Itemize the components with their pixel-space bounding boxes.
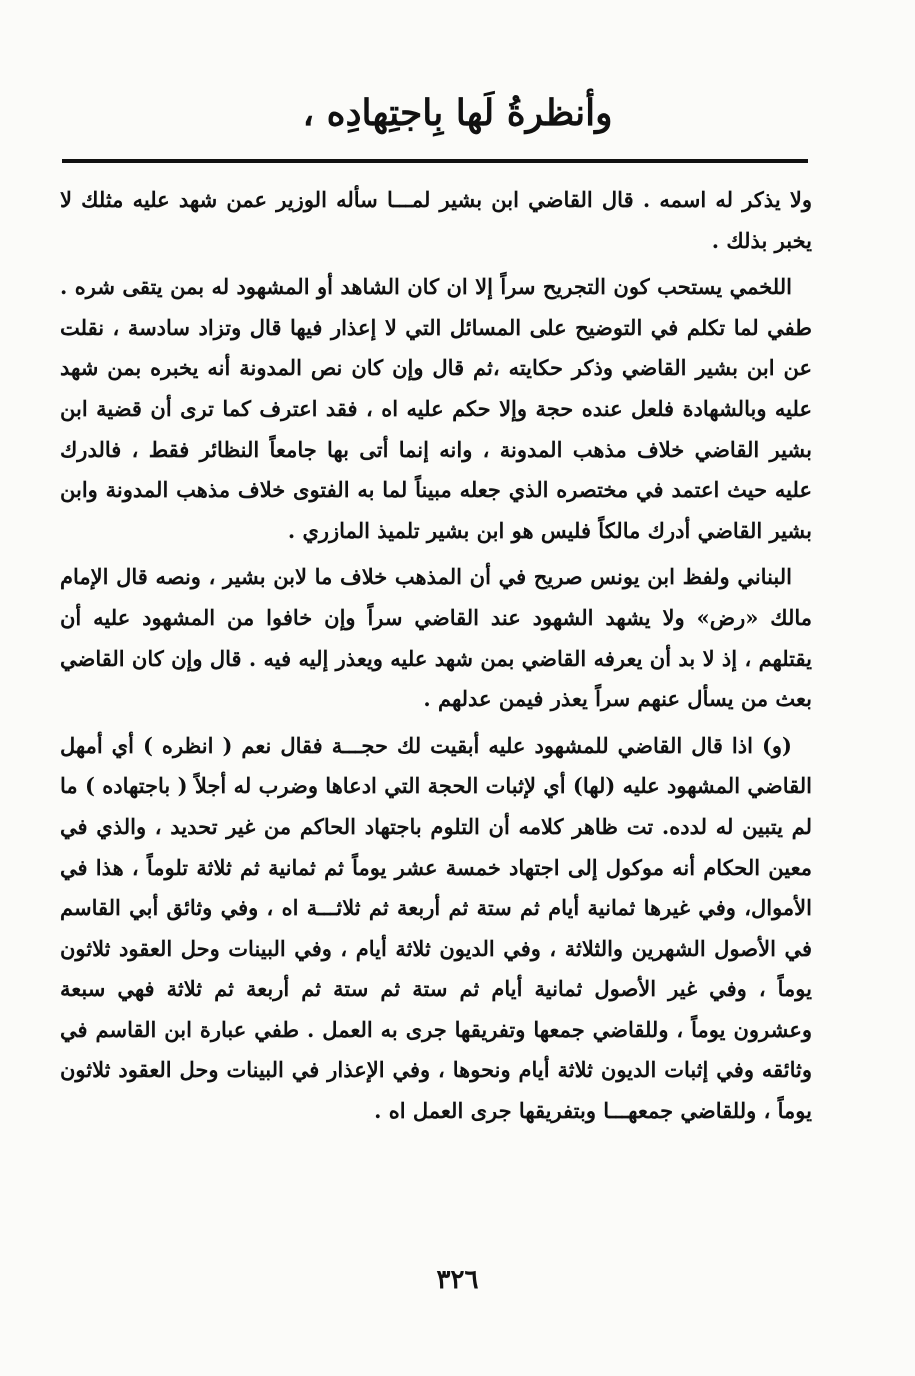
paragraph-2: اللخمي يستحب كون التجريح سراً إلا ان كان الشاهد أو المشهود له بمن يتقى شره . طفي لما تكلم في التوضيح على المسائل التي لا إعذار فيها قال وتزاد سادسة ، نقلت عن ابن بشير القاضي وذكر حكايته ،ثم قال وإن كان نص المدونة أنه يخبره بمن شهد عليه وبالشهادة فلعل عنده حجة وإلا حكم عليه اه ، فقد اعترف كما ترى أن قضية ابن بشير القاضي خلاف مذهب المدونة ، وانه إنما أتى بها جامعاً النظائر فقط ، فالدرك عليه حيث اعتمد في مختصره الذي جعله مبيناً لما به الفتوى خلاف مذهب المدونة وابن بشير القاضي أدرك مالكاً فليس هو ابن بشير تلميذ المازري . [60, 274, 812, 543]
paragraph-3: البناني ولفظ ابن يونس صريح في أن المذهب خلاف ما لابن بشير ، ونصه قال الإمام مالك «رض» ولا يشهد الشهود عند القاضي سراً وإن خافوا من المشهود عليه أن يقتلهم ، إذ لا بد أن يعرفه القاضي بمن شهد عليه ويعذر إليه فيه . قال وإن كان القاضي بعث من يسأل عنهم سراً يعذر فيمن عدلهم . [60, 564, 812, 712]
paragraph-4: (و) اذا قال القاضي للمشهود عليه أبقيت لك حجـــة فقال نعم ( انظره ) أي أمهل القاضي المشهود عليه (لها) أي لإثبات الحجة التي ادعاها وضرب له أجلاً ( باجتهاده ) ما لم يتبين له لدده. تت ظاهر كلامه أن التلوم باجتهاد الحاكم من غير تحديد ، والذي في معين الحكام أنه موكول إلى اجتهاد خمسة عشر يوماً ثم ثمانية ثم ثلاثة تلوماً ، هذا في الأموال، وفي غيرها ثمانية أيام ثم ستة ثم أربعة ثم ثلاثـــة اه ، وفي وثائق أبي القاسم في الأصول الشهرين والثلاثة ، وفي الديون ثلاثة أيام ، وفي البينات وحل العقود ثلاثون يوماً ، وفي غير الأصول ثمانية أيام ثم ستة ثم ستة ثم أربعة ثم ثلاثة فهي سبعة وعشرون يوماً ، وللقاضي جمعها وتفريقها جرى به العمل . طفي عبارة ابن القاسم في وثائقه وفي إثبات الديون ثلاثة أيام ونحوها ، وفي الإعذار في البينات وحل العقود ثلاثون يوماً ، وللقاضي جمعهـــا وبتفريقها جرى العمل اه . [60, 732, 812, 1124]
paragraph-1: ولا يذكر له اسمه . قال القاضي ابن بشير لمـــا سأله الوزير عمن شهد عليه مثلك لا يخبر بذلك . [60, 187, 812, 253]
page-number: ٣٢٦ [436, 1265, 479, 1295]
body-text [60, 180, 812, 1138]
header-divider [62, 159, 808, 163]
page-header-title: وأنظرةُ لَها بِاجتِهادِه ، [302, 92, 613, 134]
